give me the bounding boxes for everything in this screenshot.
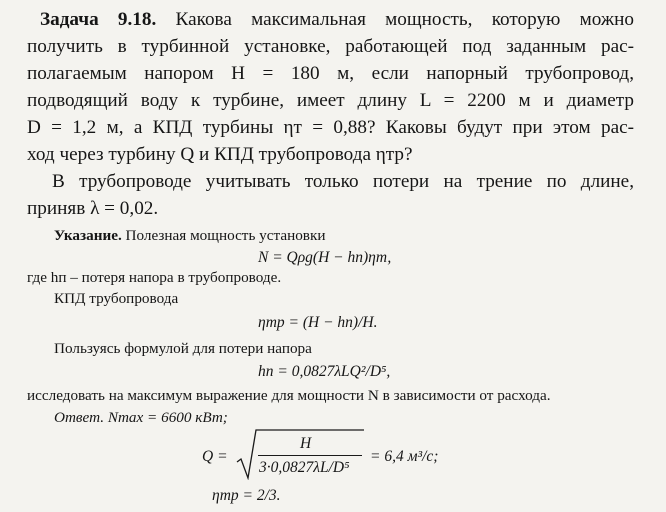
formula-flow-rhs: = 6,4 м³/с; (370, 448, 439, 465)
formula-flow-denominator: 3·0,0827λL/D⁵ (259, 459, 350, 476)
problem-text-1: Какова максимальная мощность, которую можно (175, 9, 634, 30)
answer-power: Nmax = 6600 кВт; (107, 409, 228, 426)
formula-answer-efficiency: ηтр = 2/3. (212, 487, 281, 504)
answer-line-1 (54, 410, 228, 425)
problem-line-5: D = 1,2 м, а КПД турбины ηт = 0,88? Каковы будут при этом рас- (27, 117, 634, 138)
fraction-bar (258, 455, 362, 456)
hint-loss-intro: Пользуясь формулой для потери напора (54, 340, 312, 357)
hint-investigate: исследовать на максимум выражение для мощности N в зависимости от расхода. (27, 387, 551, 404)
formula-flow-lhs: Q = (202, 448, 228, 465)
hint-label: Указание. (54, 227, 122, 244)
hint-intro: Полезная мощность установки (125, 227, 326, 244)
hint-line-1 (54, 228, 325, 243)
answer-label: Ответ. (54, 409, 105, 426)
problem-line-8: приняв λ = 0,02. (27, 198, 159, 219)
formula-power: N = Qρg(H − hп)ηт, (258, 249, 392, 266)
problem-line-1 (40, 10, 634, 29)
formula-loss: hп = 0,0827λLQ²/D⁵, (258, 363, 391, 380)
problem-line-7: В трубопроводе учитывать только потери на трение по длине, (52, 171, 634, 192)
problem-heading: Задача 9.18. (40, 9, 157, 30)
problem-line-6: ход через турбину Q и КПД трубопровода ηтр? (27, 144, 413, 165)
hint-efficiency-label: КПД трубопровода (54, 290, 179, 307)
formula-flow-numerator: H (300, 435, 312, 452)
hint-where: где hп – потеря напора в трубопроводе. (27, 269, 282, 286)
problem-line-3: полагаемым напором H = 180 м, если напорный трубопровод, (27, 63, 634, 84)
problem-line-4: подводящий воду к турбине, имеет длину L = 2200 м и диаметр (27, 90, 634, 111)
formula-efficiency: ηтр = (H − hп)/H. (258, 314, 378, 331)
problem-line-2: получить в турбинной установке, работающей под заданным рас- (27, 36, 634, 57)
